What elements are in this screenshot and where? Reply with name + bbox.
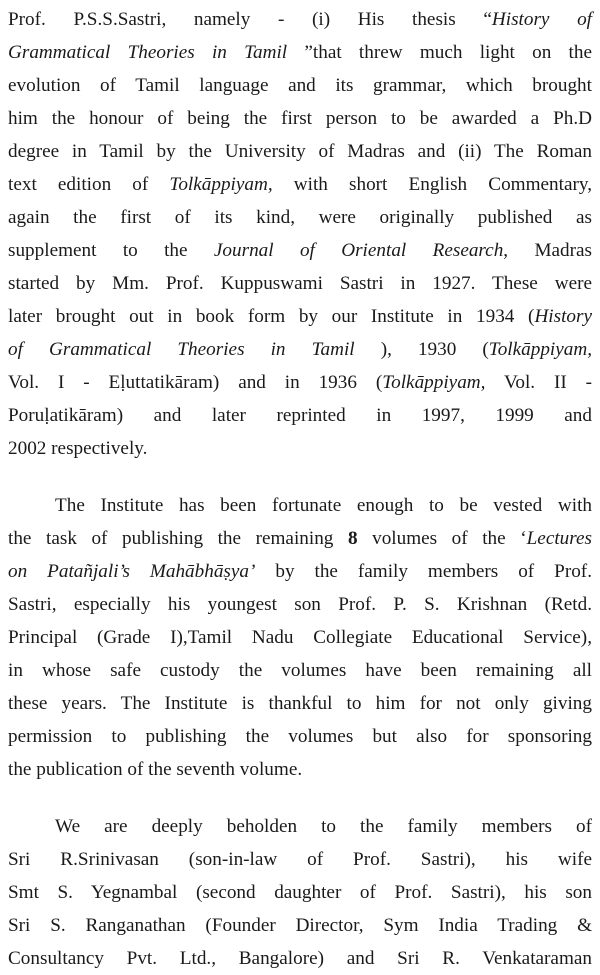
paragraph-1 — [8, 3, 592, 465]
italic-text: Tolkāppiyam, — [382, 372, 486, 393]
line-text: ), 1930 ( — [354, 339, 489, 360]
text-line — [8, 432, 592, 465]
paragraph-2 — [8, 489, 592, 786]
line-text: Smt S. Yegnambal (second daughter of Prof. Sastri), his son — [8, 882, 592, 903]
italic-text: Journal of Oriental Research — [213, 240, 504, 261]
line-text: Consultancy Pvt. Ltd., Bangalore) and Sri R. Venkataraman — [8, 948, 592, 969]
line-text: We are deeply beholden to the family members of — [55, 816, 592, 837]
italic-text: Tolkāppiyam, — [488, 339, 593, 360]
text-line — [8, 687, 592, 720]
bold-text: 8 — [347, 528, 358, 549]
line-text: Sastri, especially his youngest son Prof. P. S. Krishnan (Retd. — [8, 594, 592, 615]
text-line — [8, 876, 592, 909]
text-line — [8, 720, 592, 753]
line-text: Principal (Grade I),Tamil Nadu Collegiate Educational Service), — [8, 627, 592, 648]
line-text: Sri R.Srinivasan (son-in-law of Prof. Sastri), his wife — [8, 849, 592, 870]
line-text: started by Mm. Prof. Kuppuswami Sastri in 1927. These were — [8, 273, 592, 294]
line-text: Vol. II - — [485, 372, 592, 393]
line-text: by the family members of Prof. — [255, 561, 592, 582]
line-text: permission to publishing the volumes but also for sponsoring — [8, 726, 592, 747]
line-text: Prof. P.S.S.Sastri, namely - (i) His thesis “ — [8, 9, 492, 30]
line-text: Poruḷatikāram) and later reprinted in 1997, 1999 and — [8, 405, 592, 426]
text-line — [8, 399, 592, 432]
line-text: these years. The Institute is thankful to him for not only giving — [8, 693, 592, 714]
paragraph-gap — [8, 465, 592, 489]
line-text: evolution of Tamil language and its grammar, which brought — [8, 75, 592, 96]
text-line — [8, 621, 592, 654]
line-text: later brought out in book form by our Institute in 1934 ( — [8, 306, 535, 327]
line-text: the publication of the seventh volume. — [8, 759, 303, 780]
line-text: with short English Commentary, — [272, 174, 592, 195]
italic-text: Grammatical Theories in Tamil — [8, 42, 288, 63]
line-text: supplement to the — [8, 240, 214, 261]
italic-text: Lectures — [526, 528, 592, 549]
line-text: 2002 respectively. — [8, 438, 148, 459]
line-text: Sri S. Ranganathan (Founder Director, Sym India Trading & — [8, 915, 592, 936]
text-line — [8, 588, 592, 621]
text-line — [8, 555, 592, 588]
text-line — [8, 810, 592, 843]
text-line — [8, 942, 592, 975]
line-text: in whose safe custody the volumes have been remaining all — [8, 660, 592, 681]
text-line — [8, 3, 592, 36]
line-text: text edition of — [8, 174, 170, 195]
text-line — [8, 843, 592, 876]
text-line — [8, 909, 592, 942]
text-line — [8, 333, 592, 366]
text-line — [8, 267, 592, 300]
italic-text: Tolkāppiyam, — [169, 174, 273, 195]
line-text: the task of publishing the remaining — [8, 528, 348, 549]
text-line — [8, 522, 592, 555]
line-text: , Madras — [503, 240, 592, 261]
line-text: again the first of its kind, were originally published as — [8, 207, 592, 228]
line-text: degree in Tamil by the University of Madras and (ii) The Roman — [8, 141, 592, 162]
text-line — [8, 753, 592, 786]
text-line — [8, 654, 592, 687]
text-line — [8, 234, 592, 267]
text-line — [8, 102, 592, 135]
text-line — [8, 168, 592, 201]
line-text: The Institute has been fortunate enough to be vested with — [55, 495, 592, 516]
line-text: volumes of the ‘ — [357, 528, 527, 549]
text-line — [8, 135, 592, 168]
italic-text: on Patañjali’s Mahābhāṣya’ — [8, 561, 256, 582]
text-line — [8, 69, 592, 102]
line-text: Vol. I - Eḷuttatikāram) and in 1936 ( — [8, 372, 383, 393]
paragraph-gap — [8, 786, 592, 810]
text-line — [8, 300, 592, 333]
text-line — [8, 36, 592, 69]
text-line — [8, 366, 592, 399]
italic-text: History — [534, 306, 592, 327]
text-line — [8, 201, 592, 234]
paragraph-3 — [8, 810, 592, 975]
italic-text: History of — [491, 9, 592, 30]
text-line — [8, 489, 592, 522]
italic-text: of Grammatical Theories in Tamil — [8, 339, 355, 360]
line-text: ”that threw much light on the — [287, 42, 592, 63]
line-text: him the honour of being the first person to be awarded a Ph.D — [8, 108, 592, 129]
